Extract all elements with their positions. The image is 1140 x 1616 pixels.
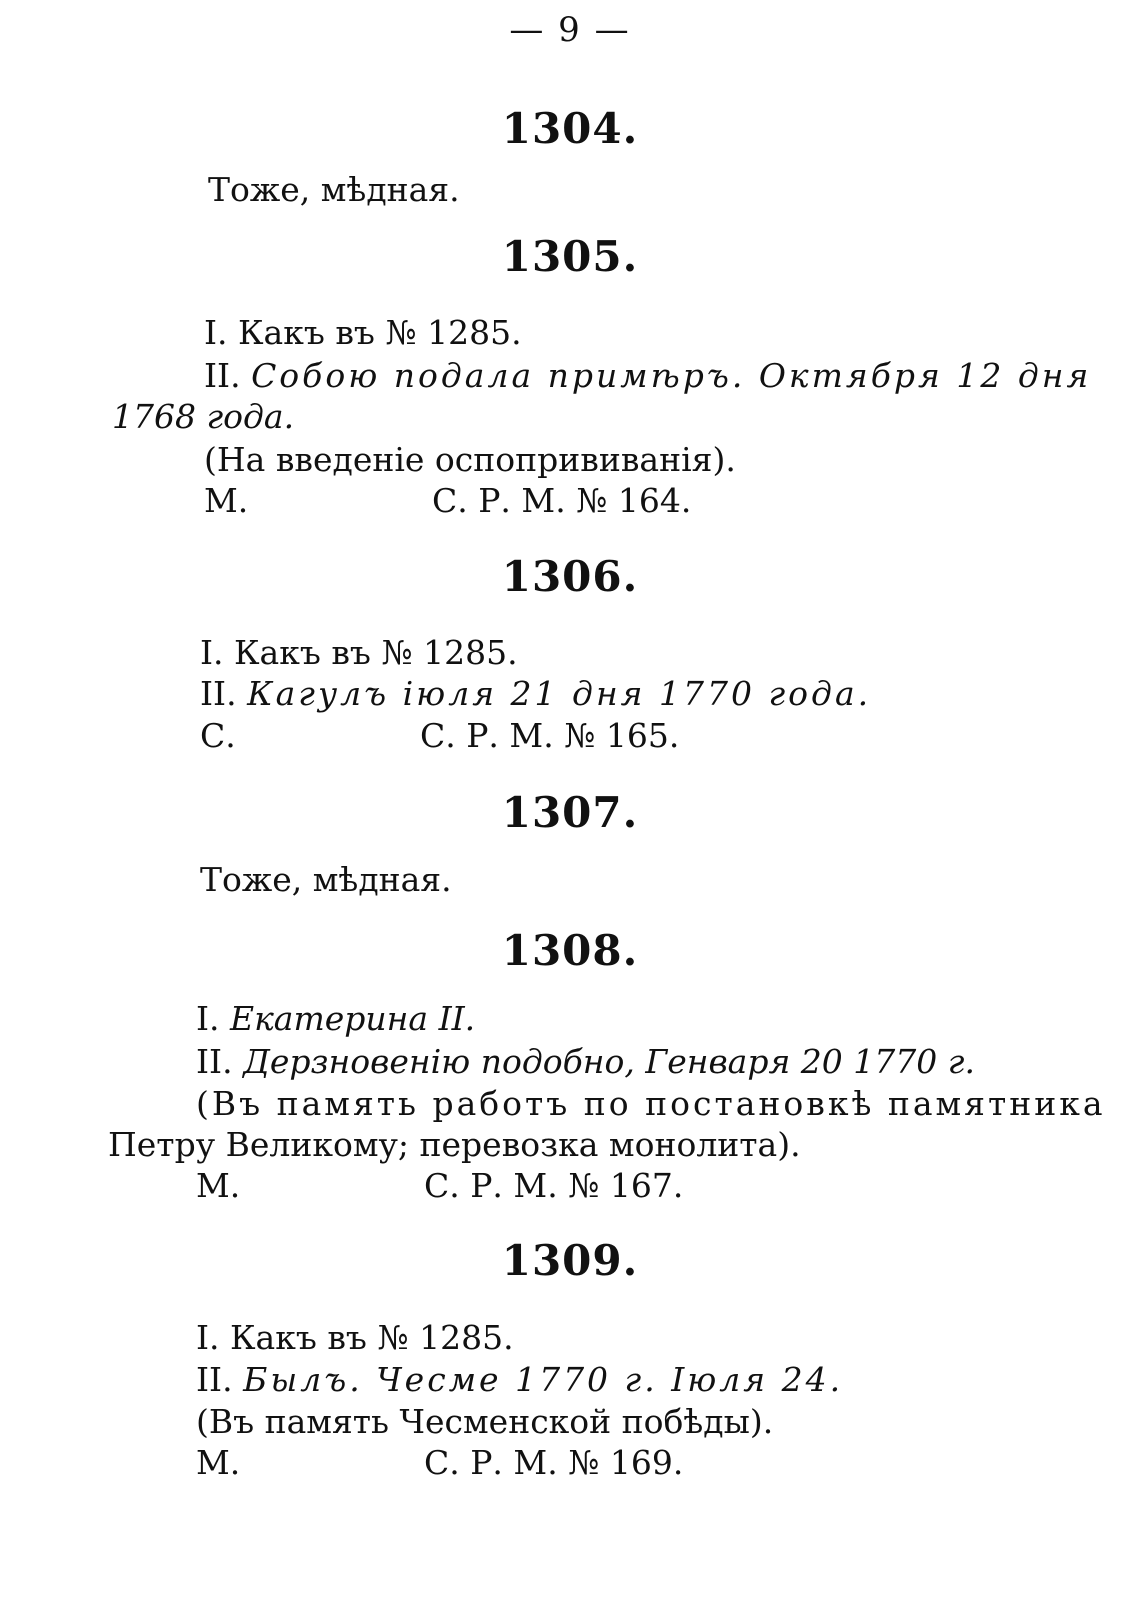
entry-1307-line-1: Тоже, мѣдная. [200, 860, 452, 899]
entry-1306-obverse: I. Какъ въ № 1285. [200, 633, 518, 672]
entry-1306-reverse-inscription: Кагулъ іюля 21 дня 1770 года. [247, 674, 872, 713]
entry-heading-1304: 1304. [501, 104, 639, 153]
entry-1309-reverse-label: II. [196, 1360, 244, 1399]
entry-1309-note: (Въ память Чесменской побѣды). [196, 1402, 774, 1441]
entry-1305-reverse-inscription: Собою подала примѣръ. Октября 12 дня [251, 356, 1092, 395]
entry-1309-obverse: I. Какъ въ № 1285. [196, 1318, 514, 1357]
entry-1305-reverse-label: II. [204, 356, 252, 395]
entry-1306-reference: С. Р. М. № 165. [420, 716, 680, 755]
entry-1308-obverse [196, 999, 475, 1039]
entry-1305-metal: М. [204, 481, 249, 520]
entry-1305-reverse-continued: 1768 года. [112, 397, 295, 436]
entry-1306-reverse [200, 674, 871, 714]
entry-1305-obverse: I. Какъ въ № 1285. [204, 313, 522, 352]
entry-1308-reverse-inscription: Дерзновенію подобно, Генваря 20 1770 г. [243, 1042, 975, 1081]
entry-1308-reference: С. Р. М. № 167. [424, 1166, 684, 1205]
entry-heading-1307: 1307. [501, 788, 639, 837]
entry-1305-reference: С. Р. М. № 164. [432, 481, 692, 520]
entry-1309-reverse [196, 1360, 843, 1400]
entry-1309-reference: С. Р. М. № 169. [424, 1443, 684, 1482]
entry-1308-note: (Въ память работъ по постановкѣ памятника [196, 1084, 1106, 1123]
entry-1306-metal: С. [200, 716, 236, 755]
entry-1308-obverse-inscription: Екатерина II. [230, 999, 476, 1038]
entry-1308-note-continued: Петру Великому; перевозка монолита). [108, 1125, 801, 1164]
entry-1308-obverse-label: I. [196, 999, 231, 1038]
entry-1305-note: (На введеніе оспопрививанія). [204, 440, 736, 479]
entry-heading-1308: 1308. [501, 926, 639, 975]
entry-1309-reverse-inscription: Былъ. Чесме 1770 г. Іюля 24. [243, 1360, 844, 1399]
entry-1308-metal: М. [196, 1166, 241, 1205]
entry-1305-reverse [204, 356, 1091, 396]
page-number: — 9 — [509, 10, 631, 50]
entry-1306-reverse-label: II. [200, 674, 248, 713]
entry-1304-line-1: Тоже, мѣдная. [208, 170, 460, 209]
entry-1309-metal: М. [196, 1443, 241, 1482]
entry-heading-1309: 1309. [501, 1236, 639, 1285]
entry-1308-reverse [196, 1042, 975, 1082]
entry-heading-1306: 1306. [501, 552, 639, 601]
entry-heading-1305: 1305. [501, 232, 639, 281]
entry-1308-reverse-label: II. [196, 1042, 244, 1081]
